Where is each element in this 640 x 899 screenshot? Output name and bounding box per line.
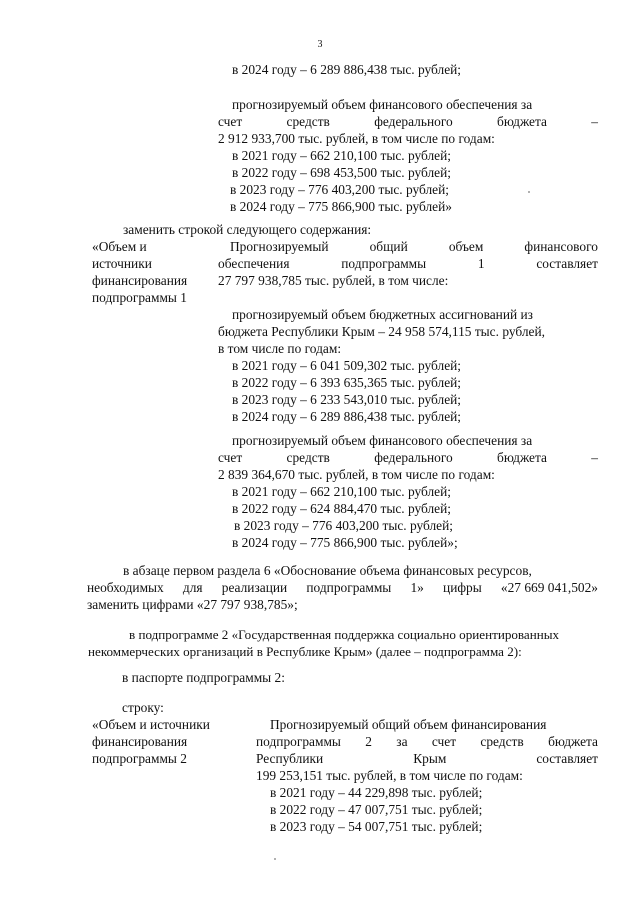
word: средств <box>480 734 524 749</box>
word: необходимых <box>87 580 164 595</box>
word: бюджета <box>497 450 547 465</box>
left-cell-line: финансирования <box>92 734 188 749</box>
word: средств <box>286 450 330 465</box>
word: подпрограммы <box>306 580 392 595</box>
subprogram2-line2: некоммерческих организаций в Республике Крым» (далее – подпрограмма 2): <box>88 644 522 659</box>
left-cell-line: подпрограммы 1 <box>92 290 187 305</box>
fed-intro-line2 <box>218 113 598 130</box>
budget-year-line: в 2021 году – 6 041 509,302 тыс. рублей; <box>232 358 462 373</box>
word: реализации <box>221 580 288 595</box>
section6-line2 <box>87 579 598 596</box>
budget-2024-line: в 2024 году – 6 289 886,438 тыс. рублей; <box>232 62 462 77</box>
word: счет <box>431 734 457 749</box>
budget-line2: бюджета Республики Крым – 24 958 574,115 тыс. рублей, <box>218 324 545 339</box>
left-cell-line: финансирования <box>92 273 188 288</box>
fed-line3: 2 839 364,670 тыс. рублей, в том числе по годам: <box>218 467 495 482</box>
left-cell-line: источники <box>92 256 152 271</box>
word: подпрограммы <box>256 734 341 749</box>
left-cell-line: «Объем и источники <box>92 717 210 732</box>
word: общий <box>369 239 408 254</box>
p2-line1: Прогнозируемый общий объем финансирования <box>270 717 547 732</box>
budget-year-line: в 2022 году – 6 393 635,365 тыс. рублей; <box>232 375 462 390</box>
section6-line1: в абзаце первом раздела 6 «Обоснование объема финансовых ресурсов, <box>123 563 532 578</box>
budget-line3: в том числе по годам: <box>218 341 342 356</box>
fed-intro-line3: 2 912 933,700 тыс. рублей, в том числе по годам: <box>218 131 495 146</box>
word: – <box>591 114 598 129</box>
p2-year-line: в 2023 году – 54 007,751 тыс. рублей; <box>270 819 483 834</box>
word: за <box>396 734 408 749</box>
word: Крым <box>413 751 447 766</box>
left-cell-line: «Объем и <box>92 239 147 254</box>
word: федерального <box>374 114 453 129</box>
fed-year-line: в 2023 году – 776 403,200 тыс. рублей; <box>230 182 449 197</box>
word: объем <box>448 239 484 254</box>
word: финансового <box>524 239 598 254</box>
fed-year-line: в 2021 году – 662 210,100 тыс. рублей; <box>232 148 451 163</box>
word: 1» <box>410 580 424 595</box>
word: Прогнозируемый <box>230 239 329 254</box>
replace-instruction: заменить строкой следующего содержания: <box>123 222 372 237</box>
row-label: строку: <box>122 700 164 715</box>
p2-line3 <box>256 750 598 767</box>
total-line1 <box>230 238 598 255</box>
word: составляет <box>536 256 598 271</box>
scan-speck <box>274 858 276 860</box>
total-line3: 27 797 938,785 тыс. рублей, в том числе: <box>218 273 449 288</box>
word: 2 <box>365 734 372 749</box>
fed-year-line: в 2022 году – 698 453,500 тыс. рублей; <box>232 165 451 180</box>
word: 1 <box>477 256 485 271</box>
fed-year-line: в 2022 году – 624 884,470 тыс. рублей; <box>232 501 451 516</box>
page-number: 3 <box>317 39 323 50</box>
left-cell-line: подпрограммы 2 <box>92 751 187 766</box>
p2-line2 <box>256 733 598 750</box>
fed-line1: прогнозируемый объем финансового обеспечения за <box>232 433 533 448</box>
budget-year-line: в 2023 году – 6 233 543,010 тыс. рублей; <box>232 392 462 407</box>
scan-speck <box>528 191 530 193</box>
word: бюджета <box>548 734 598 749</box>
word: средств <box>286 114 330 129</box>
fed-intro-line1: прогнозируемый объем финансового обеспечения за <box>232 97 533 112</box>
fed-year-line: в 2024 году – 775 866,900 тыс. рублей»; <box>232 535 458 550</box>
word: Республики <box>256 751 324 766</box>
word: цифры <box>443 580 482 595</box>
p2-year-line: в 2021 году – 44 229,898 тыс. рублей; <box>270 785 483 800</box>
fed-year-line: в 2023 году – 776 403,200 тыс. рублей; <box>234 518 453 533</box>
word: «27 669 041,502» <box>500 580 598 595</box>
passport2-heading: в паспорте подпрограммы 2: <box>122 670 285 685</box>
total-line2 <box>218 255 598 272</box>
word: составляет <box>536 751 598 766</box>
word: обеспечения <box>218 256 290 271</box>
fed-year-line: в 2021 году – 662 210,100 тыс. рублей; <box>232 484 451 499</box>
word: счет <box>218 114 243 129</box>
word: бюджета <box>497 114 547 129</box>
budget-year-line: в 2024 году – 6 289 886,438 тыс. рублей; <box>232 409 462 424</box>
p2-year-line: в 2022 году – 47 007,751 тыс. рублей; <box>270 802 483 817</box>
p2-line4: 199 253,151 тыс. рублей, в том числе по годам: <box>256 768 523 783</box>
word: для <box>182 580 203 595</box>
word: федерального <box>374 450 453 465</box>
fed-line2 <box>218 449 598 466</box>
word: подпрограммы <box>341 256 427 271</box>
subprogram2-line1: в подпрограмме 2 «Государственная поддержка социально ориентированных <box>129 627 560 642</box>
fed-year-line: в 2024 году – 775 866,900 тыс. рублей» <box>230 199 452 214</box>
word: – <box>591 450 598 465</box>
word: счет <box>218 450 243 465</box>
budget-line1: прогнозируемый объем бюджетных ассигнований из <box>232 307 533 322</box>
section6-line3: заменить цифрами «27 797 938,785»; <box>87 597 298 612</box>
